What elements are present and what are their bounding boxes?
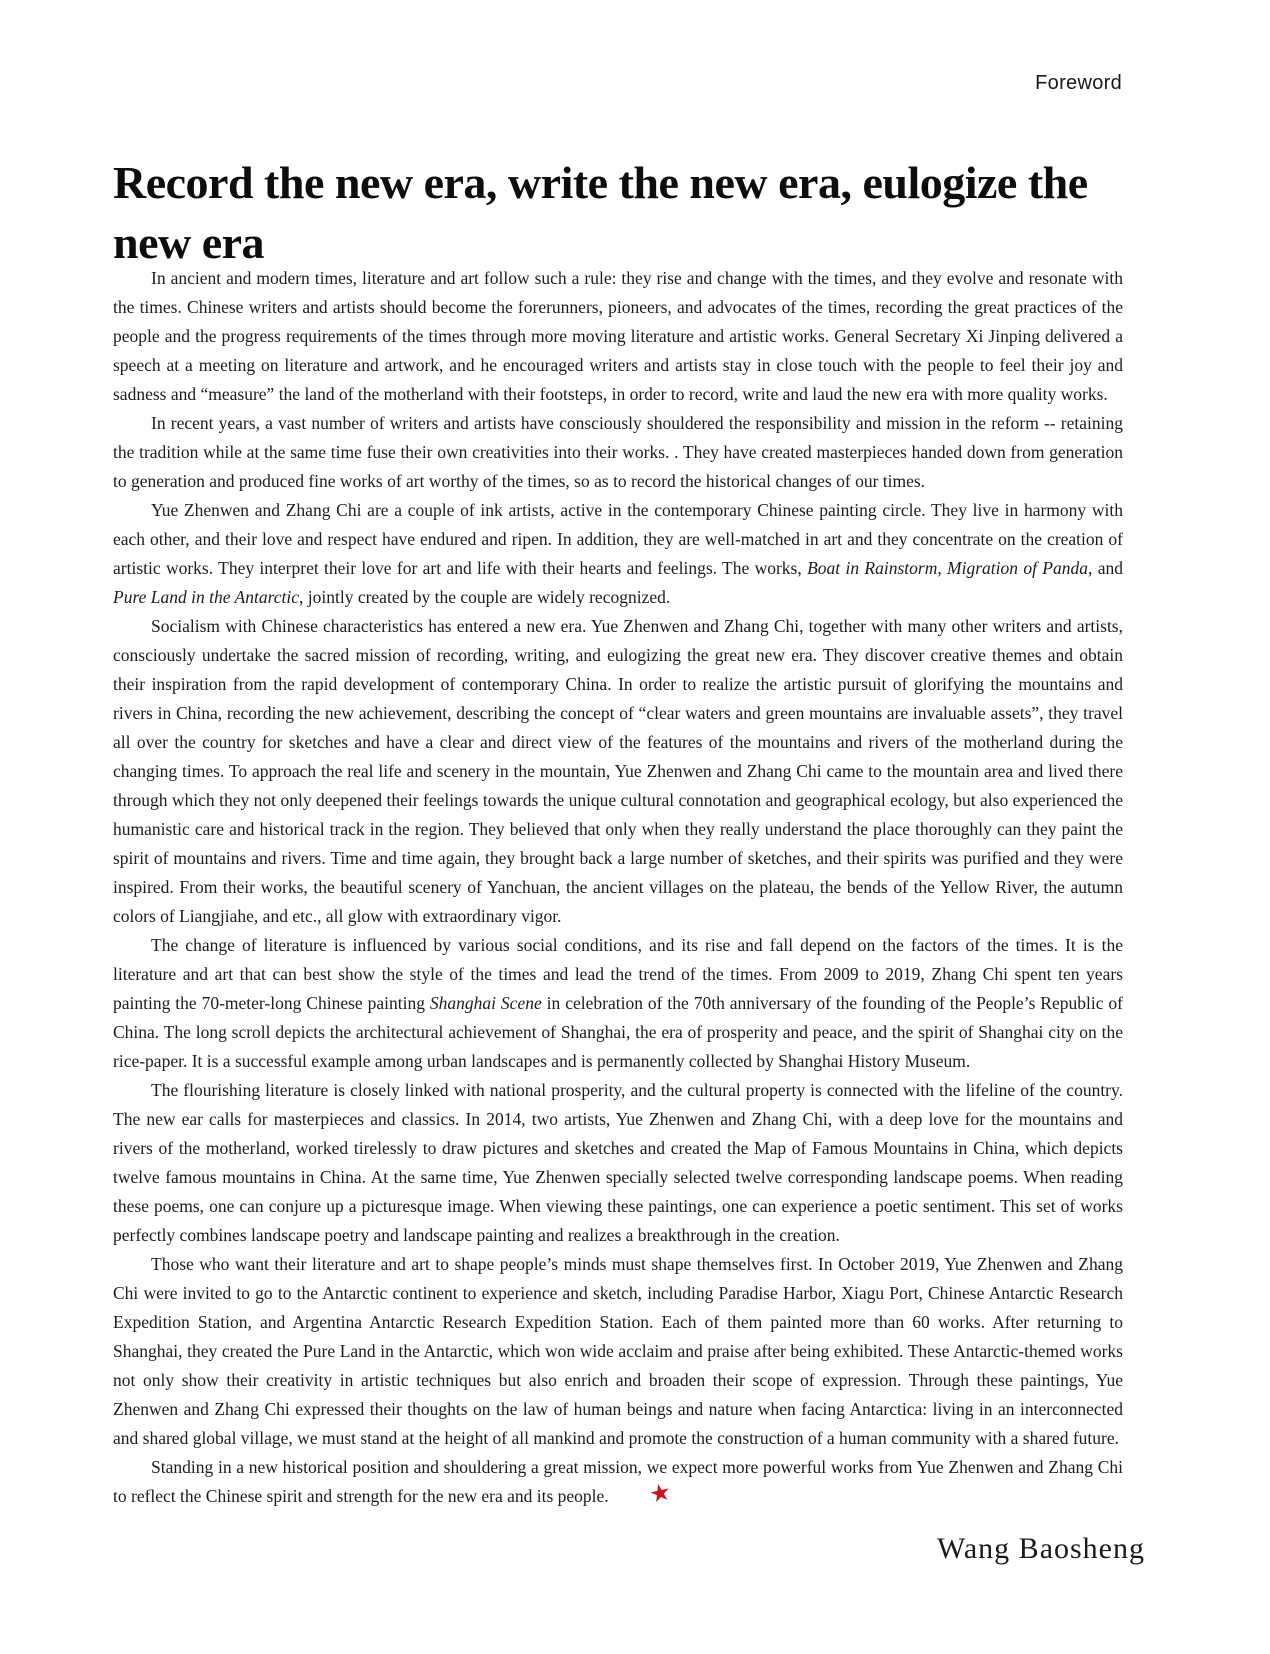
paragraph xyxy=(113,612,1123,931)
page-title: Record the new era, write the new era, eulogize the new era xyxy=(113,156,1088,268)
paragraph xyxy=(113,1076,1123,1250)
work-title-text: Boat in Rainstorm, Migration of Panda xyxy=(807,558,1088,578)
paragraph-text: , jointly created by the couple are widely recognized. xyxy=(299,587,671,607)
paragraph-text: The change of literature is influenced by various social conditions, and its rise and fall depend on the factors of the times. It is the literature and art that can best show the style of the times and lead the trend of the times. From 2009 to 2019, Zhang Chi spent ten years painting the 70-meter-long Chinese painting xyxy=(113,935,1123,1013)
paragraph xyxy=(113,931,1123,1076)
corner-label: Foreword xyxy=(1035,72,1122,94)
paragraph-text: Yue Zhenwen and Zhang Chi are a couple of ink artists, active in the contemporary Chinese painting circle. They live in harmony with each other, and their love and respect have endured and ripen. In addition, they are well-matched in art and they concentrate on the creation of artistic works. They interpret their love for art and life with their hearts and feelings. The works, xyxy=(113,500,1123,578)
work-title-text: Pure Land in the Antarctic xyxy=(113,587,299,607)
paragraph-text: Socialism with Chinese characteristics has entered a new era. Yue Zhenwen and Zhang Chi, together with many other writers and artists, consciously undertake the sacred mission of recording, writing, and eulogizing the great new era. They discover creative themes and obtain their inspiration from the rapid development of contemporary China. In order to realize the artistic pursuit of glorifying the mountains and rivers in China, recording the new achievement, describing the concept of “clear waters and green mountains are invaluable assets”, they travel all over the country for sketches and have a clear and direct view of the features of the mountains and rivers of the motherland during the changing times. To approach the real life and scenery in the mountain, Yue Zhenwen and Zhang Chi came to the mountain area and lived there through which they not only deepened their feelings towards the unique cultural connotation and geographical ecology, but also experienced the humanistic care and historical track in the region. They believed that only when they really understand the place thoroughly can they paint the spirit of mountains and rivers. Time and time again, they brought back a large number of sketches, and their spirits was purified and they were inspired. From their works, the beautiful scenery of Yanchuan, the ancient villages on the plateau, the bends of the Yellow River, the autumn colors of Liangjiahe, and etc., all glow with extraordinary vigor. xyxy=(113,616,1123,926)
paragraph xyxy=(113,409,1123,496)
author-signature: Wang Baosheng xyxy=(936,1532,1145,1565)
paragraph xyxy=(113,264,1123,409)
paragraph xyxy=(113,1250,1123,1453)
paragraph xyxy=(113,496,1123,612)
work-title-text: Shanghai Scene xyxy=(429,993,542,1013)
paragraph-text: In recent years, a vast number of writers and artists have consciously shouldered the responsibility and mission in the reform -- retaining the tradition while at the same time fuse their own creativities into their works. . They have created masterpieces handed down from generation to generation and produced fine works of art worthy of the times, so as to record the historical changes of our times. xyxy=(113,413,1123,491)
paragraph-text: in celebration of the 70th anniversary of the founding of the People’s Republic of China. The long scroll depicts the architectural achievement of Shanghai, the era of prosperity and peace, and the spirit of Shanghai city on the rice-paper. It is a successful example among urban landscapes and is permanently collected by Shanghai History Museum. xyxy=(113,993,1123,1071)
foreword-body xyxy=(113,264,1123,1511)
paragraph-text: Standing in a new historical position and shouldering a great mission, we expect more powerful works from Yue Zhenwen and Zhang Chi to reflect the Chinese spirit and strength for the new era and its people. xyxy=(113,1457,1123,1506)
red-star-icon: ★ xyxy=(646,1479,674,1510)
paragraph-text: Those who want their literature and art to shape people’s minds must shape themselves first. In October 2019, Yue Zhenwen and Zhang Chi were invited to go to the Antarctic continent to experience and sketch, including Paradise Harbor, Xiagu Port, Chinese Antarctic Research Expedition Station, and Argentina Antarctic Research Expedition Station. Each of them painted more than 60 works. After returning to Shanghai, they created the Pure Land in the Antarctic, which won wide acclaim and praise after being exhibited. These Antarctic-themed works not only show their creativity in artistic techniques but also enrich and broaden their scope of expression. Through these paintings, Yue Zhenwen and Zhang Chi expressed their thoughts on the law of human beings and nature when facing Antarctica: living in an interconnected and shared global village, we must stand at the height of all mankind and promote the construction of a human community with a shared future. xyxy=(113,1254,1123,1448)
paragraph-text: The flourishing literature is closely linked with national prosperity, and the cultural property is connected with the lifeline of the country. The new ear calls for masterpieces and classics. In 2014, two artists, Yue Zhenwen and Zhang Chi, with a deep love for the mountains and rivers of the motherland, worked tirelessly to draw pictures and sketches and created the Map of Famous Mountains in China, which depicts twelve famous mountains in China. At the same time, Yue Zhenwen specially selected twelve corresponding landscape poems. When reading these poems, one can conjure up a picturesque image. When viewing these paintings, one can experience a poetic sentiment. This set of works perfectly combines landscape poetry and landscape painting and realizes a breakthrough in the creation. xyxy=(113,1080,1123,1245)
paragraph-text: In ancient and modern times, literature and art follow such a rule: they rise and change with the times, and they evolve and resonate with the times. Chinese writers and artists should become the forerunners, pioneers, and advocates of the times, recording the great practices of the people and the progress requirements of the times through more moving literature and artistic works. General Secretary Xi Jinping delivered a speech at a meeting on literature and artwork, and he encouraged writers and artists stay in close touch with the people to feel their joy and sadness and “measure” the land of the motherland with their footsteps, in order to record, write and laud the new era with more quality works. xyxy=(113,268,1123,404)
paragraph-text: , and xyxy=(1088,558,1123,578)
paragraph xyxy=(113,1453,1123,1511)
